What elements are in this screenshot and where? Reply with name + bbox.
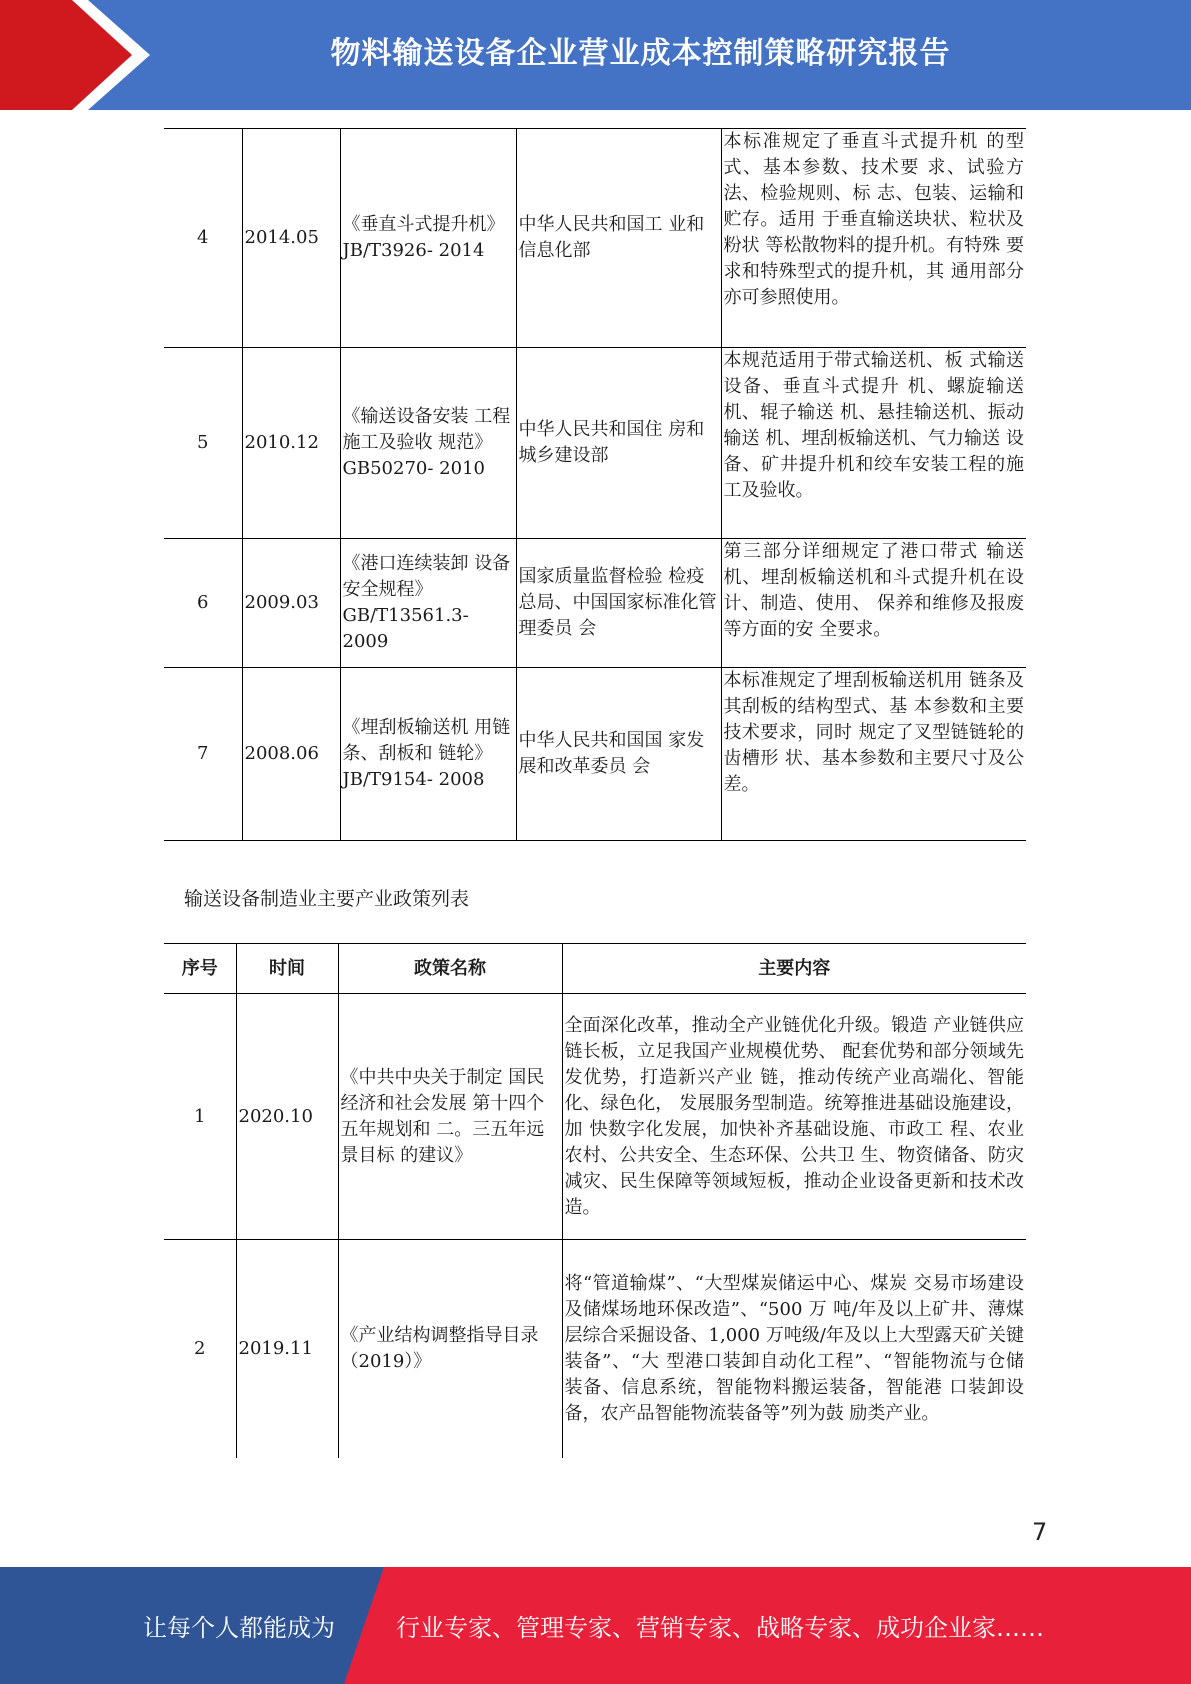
table-row — [164, 1240, 1026, 1458]
table-row — [164, 348, 1026, 539]
row-number: 7 — [164, 668, 242, 841]
row-number: 1 — [164, 994, 236, 1240]
table-row — [164, 994, 1026, 1240]
footer-slogan-left: 让每个人都能成为 — [143, 1614, 335, 1642]
table-header-row — [164, 944, 1026, 994]
footer-slogan-right: 行业专家、管理专家、营销专家、战略专家、成功企业家…… — [396, 1614, 1044, 1642]
standards-table — [164, 128, 1026, 841]
row-number: 2 — [194, 1337, 206, 1359]
standard-content: 本标准规定了埋刮板输送机用 链条及其刮板的结构型式、基 本参数和主要技术要求，同时 规定了叉型链链轮的齿槽形 状、基本参数和主要尺寸及公 差。 — [721, 668, 1026, 841]
row-date: 2010.12 — [242, 348, 340, 539]
row-date: 2008.06 — [242, 668, 340, 841]
table-row — [164, 668, 1026, 841]
issuing-department: 国家质量监督检验 检疫总局、中国国家标准化管理委员 会 — [516, 539, 721, 668]
policy-table-caption: 输送设备制造业主要产业政策列表 — [184, 888, 470, 910]
issuing-department: 中华人民共和国住 房和城乡建设部 — [516, 348, 721, 539]
header-arrow-decoration — [0, 0, 150, 110]
row-date: 2014.05 — [242, 129, 340, 348]
header-time: 时间 — [236, 944, 338, 994]
row-number: 6 — [164, 539, 242, 668]
header-title: 物料输送设备企业营业成本控制策略研究报告 — [330, 36, 951, 71]
row-number: 4 — [164, 129, 242, 348]
standard-name: 《港口连续装卸 设备安全规程》GB/T13561.3- 2009 — [340, 539, 516, 668]
page-number: 7 — [1032, 1518, 1048, 1546]
issuing-department: 中华人民共和国国 家发展和改革委员 会 — [516, 668, 721, 841]
row-number: 5 — [164, 348, 242, 539]
standard-name: 《埋刮板输送机 用链条、刮板和 链轮》JB/T9154- 2008 — [340, 668, 516, 841]
row-date: 2009.03 — [242, 539, 340, 668]
standard-content: 本标准规定了垂直斗式提升机 的型式、基本参数、技术要 求、试验方法、检验规则、标 志、包装、运输和贮存。适用 于垂直输送块状、粒状及粉状 等松散物料的提升机。有特殊 要求和特殊型式的提升机，其 通用部分亦可参照使用。 — [721, 129, 1026, 348]
policy-name: 《中共中央关于制定 国民经济和社会发展 第十四个五年规划和 二。三五年远景目标 的建议》 — [338, 994, 562, 1240]
table-row — [164, 129, 1026, 348]
page-footer — [0, 1567, 1191, 1684]
standard-name: 《垂直斗式提升机》JB/T3926- 2014 — [340, 129, 516, 348]
standard-content: 第三部分详细规定了港口带式 输送机、埋刮板输送机和斗式提升机在设计、制造、使用、 保养和维修及报废等方面的安 全要求。 — [721, 539, 1026, 668]
policy-content: 全面深化改革，推动全产业链优化升级。锻造 产业链供应链长板，立足我国产业规模优势、 配套优势和部分领域先发优势，打造新兴产业 链，推动传统产业高端化、智能化、绿色化， 发展服务型制造。统筹推进基础设施建设，加 快数字化发展，加快补齐基础设施、市政工 程、农业农村、公共安全、生态环保、公共卫 生、物资储备、防灾减灾、民生保障等领域短板，推动企业设备更新和技术改造。 — [562, 994, 1026, 1240]
page-header — [0, 0, 1191, 110]
row-time: 2020.10 — [236, 994, 338, 1240]
policy-table — [164, 943, 1026, 1458]
header-no: 序号 — [164, 944, 236, 994]
row-time: 2019.11 — [236, 1240, 338, 1458]
policy-name: 《产业结构调整指导目录（2019）》 — [338, 1240, 562, 1458]
standard-content: 本规范适用于带式输送机、板 式输送设备、垂直斗式提升 机、螺旋输送机、辊子输送 机、悬挂输送机、振动输送 机、埋刮板输送机、气力输送 设备、矿井提升机和绞车安装工程的施工及验收。 — [721, 348, 1026, 539]
header-policy-name: 政策名称 — [338, 944, 562, 994]
issuing-department: 中华人民共和国工 业和信息化部 — [516, 129, 721, 348]
table-row — [164, 539, 1026, 668]
policy-content: 将“管道输煤”、“大型煤炭储运中心、煤炭 交易市场建设及储煤场地环保改造”、“500 万 吨/年及以上矿井、薄煤层综合采掘设备、1,000 万吨级/年及以上大型露天矿关键装备”、“大 型港口装卸自动化工程”、“智能物流与仓储 装备、信息系统，智能物料搬运装备，智能港 口装卸设备，农产品智能物流装备等”列为鼓 励类产业。 — [562, 1240, 1026, 1458]
header-main-content: 主要内容 — [562, 944, 1026, 994]
standard-name: 《输送设备安装 工程施工及验收 规范》GB50270- 2010 — [340, 348, 516, 539]
